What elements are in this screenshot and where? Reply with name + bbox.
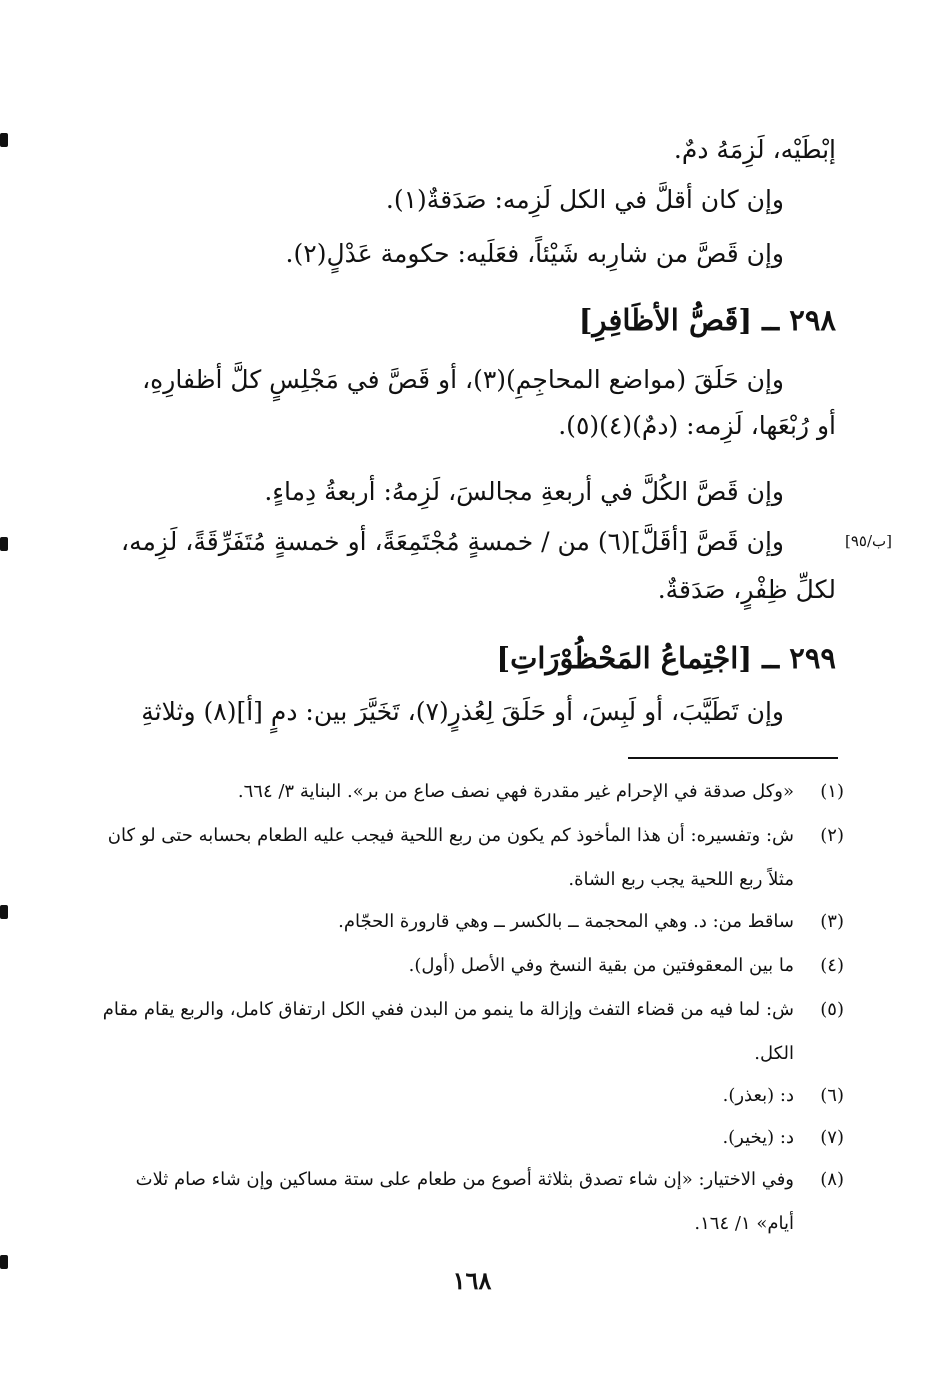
- footnote-number: (١): [820, 781, 844, 802]
- footnote-text: ما بين المعقوفتين من بقية النسخ وفي الأصل (أول).: [408, 955, 794, 976]
- footnote-number: (٤): [820, 955, 844, 976]
- page-edge-mark: [0, 133, 8, 147]
- footnote-text: ش: وتفسيره: أن هذا المأخوذ كم يكون من ربع اللحية فيجب عليه الطعام بحسابه حتى لو كان مثلاً ربع اللحية يجب ربع الشاة.: [107, 825, 794, 890]
- body-line-5: أو رُبْعَها، لَزِمه: (دمٌ)(٤)(٥).: [558, 411, 836, 440]
- body-line-6: وإن قَصَّ الكُلَّ في أربعةِ مجالسَ، لَزِمهُ: أربعةُ دِماءٍ.: [264, 477, 784, 506]
- body-line-8: لكلِّ ظِفْرٍ، صَدَقةٌ.: [657, 575, 836, 604]
- footnote-text: د: (يخير).: [722, 1127, 794, 1148]
- footnote-number: (٢): [820, 825, 844, 846]
- body-line-2: وإن كان أقلَّ في الكل لَزِمه: صَدَقةٌ(١).: [385, 185, 784, 214]
- body-line-4: وإن حَلَقَ (مواضع المحاجِمِ)(٣)، أو قَصَّ في مَجْلِسٍ كلَّ أظفارِهِ،: [142, 365, 784, 394]
- body-line-3: وإن قَصَّ من شارِبه شَيْئاً، فعَلَيه: حكومة عَدْلٍ(٢).: [285, 239, 784, 268]
- footnote-text: «وكل صدقة في الإحرام غير مقدرة فهي نصف صاع من بر». البناية ٣/ ٦٦٤.: [237, 781, 794, 802]
- body-line-9: وإن تَطَيَّبَ، أو لَبِسَ، أو حَلَقَ لِعُذرٍ(٧)، تَخَيَّرَ بين: دمٍ [أ](٨) وثلاثةِ: [141, 697, 784, 726]
- page-number: ١٦٨: [452, 1266, 492, 1295]
- footnote-separator: [628, 757, 838, 759]
- body-line-1: إبْطَيْه، لَزِمَهُ دمٌ.: [673, 135, 836, 164]
- footnote-text: وفي الاختيار: «إن شاء تصدق بثلاثة أصوع من طعام على ستة مساكين وإن شاء صام ثلاث أيام» ١/ ١٦٤.: [135, 1169, 794, 1234]
- page-edge-mark: [0, 905, 8, 919]
- manuscript-folio-note: [ب/٩٥]: [845, 532, 893, 550]
- body-line-7: وإن قَصَّ [أقَلَّ](٦) من / خمسةٍ مُجْتَمِعَةً، أو خمسةٍ مُتَفَرِّقَةً، لَزِمه،: [121, 527, 784, 556]
- footnote-text: د: (بعذر).: [722, 1085, 794, 1106]
- footnote-number: (٥): [820, 999, 844, 1020]
- footnote-number: (٣): [820, 911, 844, 932]
- footnote-number: (٨): [820, 1169, 844, 1190]
- footnote-text: ساقط من: د. وهي المحجمة ــ بالكسر ــ وهي قارورة الحجّام.: [338, 911, 794, 932]
- footnote-number: (٦): [820, 1085, 844, 1106]
- section-heading-298: ٢٩٨ ــ [قَصُّ الأظَافِرِ]: [578, 303, 836, 337]
- footnote-number: (٧): [820, 1127, 844, 1148]
- footnote-text: ش: لما فيه من قضاء التفث وإزالة ما ينمو من البدن ففي الكل ارتفاق كامل، والربع يقام مقام الكل.: [102, 999, 794, 1064]
- page-edge-mark: [0, 537, 8, 551]
- section-heading-299: ٢٩٩ ــ [اجْتِماعُ المَحْظُوْرَاتِ]: [496, 641, 836, 675]
